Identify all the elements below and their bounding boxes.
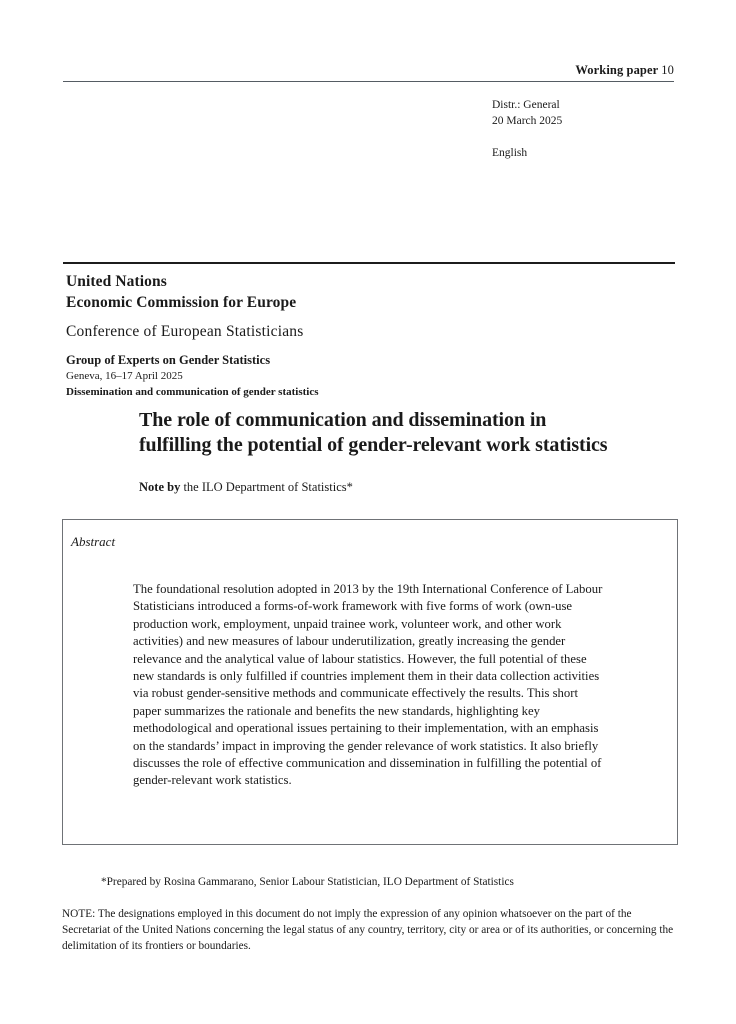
working-paper-label bbox=[575, 63, 674, 78]
un-disclaimer-note: NOTE: The designations employed in this document do not imply the expression of any opinion whatsoever on the part of the Secretariat of the United Nations concerning the legal status of any country, territory, city or area or of its authorities, or concerning the delimitation of its frontiers or boundaries. bbox=[62, 908, 674, 952]
organization-commission: Economic Commission for Europe bbox=[66, 293, 297, 311]
organization-topic: Dissemination and communication of gender statistics bbox=[66, 385, 319, 398]
organization-conference: Conference of European Statisticians bbox=[66, 323, 304, 340]
organization-united-nations: United Nations bbox=[66, 273, 167, 290]
page-title: The role of communication and dissemination in fulfilling the potential of gender-relevant work statistics bbox=[139, 409, 608, 456]
organization-block bbox=[66, 272, 666, 400]
distribution-spacer bbox=[492, 129, 562, 146]
distribution-type: Distr.: General bbox=[492, 99, 560, 111]
prepared-by-footnote: *Prepared by Rosina Gammarano, Senior Labour Statistician, ILO Department of Statistics bbox=[101, 876, 514, 888]
note-by-author: the ILO Department of Statistics* bbox=[180, 480, 353, 494]
title-block bbox=[139, 408, 609, 495]
distribution-block bbox=[492, 98, 562, 162]
organization-group: Group of Experts on Gender Statistics bbox=[66, 353, 271, 367]
note-by-line bbox=[139, 479, 609, 495]
working-paper-number: 10 bbox=[661, 63, 674, 77]
note-by-lead: Note by bbox=[139, 480, 181, 494]
abstract-label: Abstract bbox=[71, 534, 116, 549]
working-paper-text: Working paper bbox=[575, 63, 659, 77]
header-divider bbox=[63, 81, 674, 82]
distribution-date: 20 March 2025 bbox=[492, 114, 563, 127]
abstract-text: The foundational resolution adopted in 2013 by the 19th International Conference of Labour Statisticians introduced a forms-of-work framework with five forms of work (own-use production work, employment, unpaid trainee work, volunteer work, and other work activities) and new measures of labour underutilization, greatly increasing the gender relevance and the analytical value of labour statistics. However, the full potential of these new standards is only fulfilled if countries implement them in their data collection activities via robust gender-sensitive methods and communicate effectively the results. This short paper summarizes the rationale and benefits the new standards, highlighting key methodological and operational issues pertaining to their implementation, with an emphasis on the standards’ impact in improving the gender relevance of work statistics. It also briefly discusses the role of effective communication and dissemination in fulfilling the potential of gender-relevant work statistics. bbox=[133, 582, 603, 788]
masthead-divider bbox=[63, 262, 675, 264]
distribution-language: English bbox=[492, 147, 528, 159]
organization-place-date: Geneva, 16–17 April 2025 bbox=[66, 370, 183, 382]
